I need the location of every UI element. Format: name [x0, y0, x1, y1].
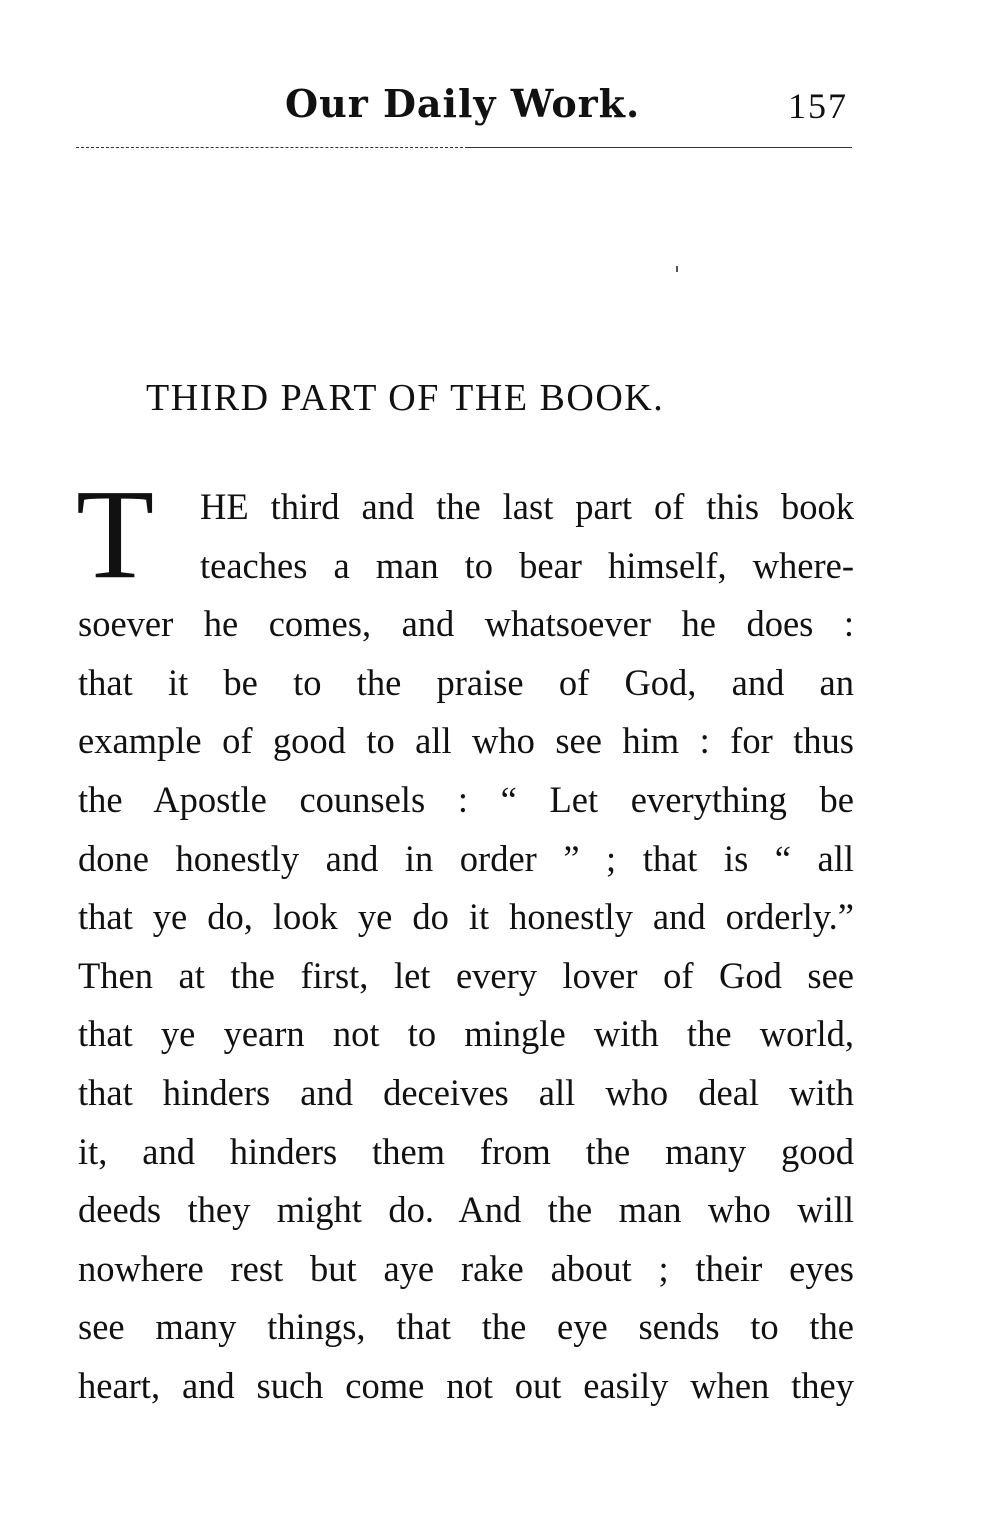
text-line: HE third and the last part of this book [200, 486, 854, 527]
text-line: see many things, that the eye sends to the [78, 1306, 854, 1348]
text-line: deeds they might do. And the man who will [78, 1189, 854, 1231]
text-line: example of good to all who see him : for thus [78, 720, 854, 762]
text-line: that ye do, look ye do it honestly and orderly.” [78, 896, 854, 938]
text-line: that hinders and deceives all who deal with [78, 1071, 854, 1113]
text-line: Then at the first, let every lover of God see [78, 954, 854, 996]
text-line: heart, and such come not out easily when they [78, 1364, 854, 1406]
header-rule-solid [465, 147, 852, 148]
body-text [76, 463, 854, 1416]
text-line: that ye yearn not to mingle with the world, [78, 1013, 854, 1055]
text-line: the Apostle counsels : “ Let everything be [78, 778, 854, 820]
text-line: nowhere rest but aye rake about ; their eyes [78, 1247, 854, 1289]
page-number: 157 [788, 86, 848, 126]
print-speck [676, 266, 678, 272]
running-title: Our Daily Work. [285, 81, 641, 126]
text-line: teaches a man to bear himself, where- [200, 544, 854, 586]
drop-cap: T [76, 463, 155, 605]
text-line: done honestly and in order ” ; that is “ all [78, 837, 854, 879]
text-line: soever he comes, and whatsoever he does : [78, 603, 854, 645]
section-heading: THIRD PART OF THE BOOK. [146, 377, 665, 419]
text-line: that it be to the praise of God, and an [78, 661, 854, 703]
text-line: it, and hinders them from the many good [78, 1130, 854, 1172]
